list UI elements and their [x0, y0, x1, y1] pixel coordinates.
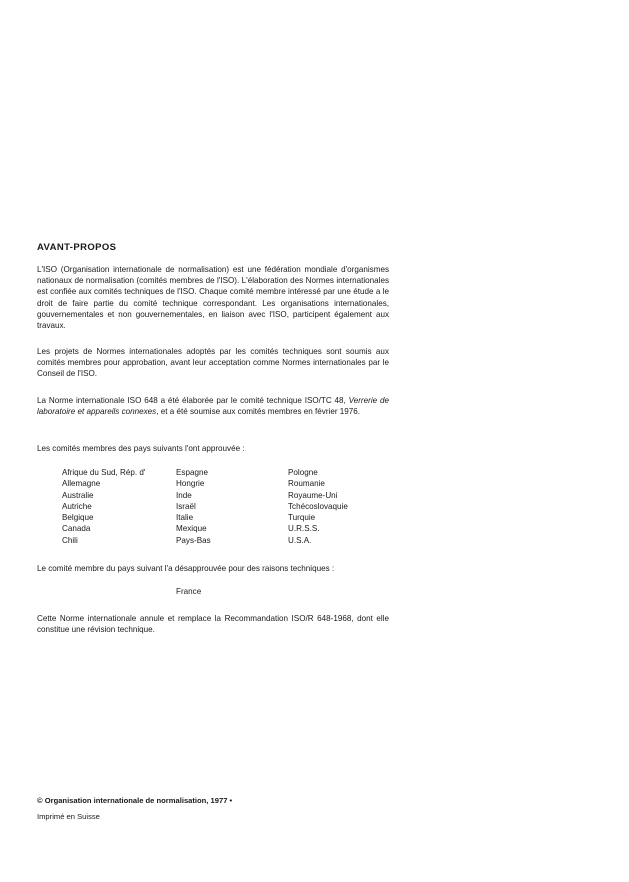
countries-column-2 — [176, 467, 288, 546]
country-name: U.S.A. — [288, 535, 312, 545]
country-name: Espagne — [176, 468, 208, 477]
country-name: Pologne — [288, 468, 318, 477]
country-name: Roumanie — [288, 479, 325, 489]
committee-title: Verrerie de laboratoire et appareils connexes — [37, 396, 389, 417]
country-name: Israël — [176, 501, 196, 511]
country-name: Belgique — [62, 513, 94, 523]
countries-column-3 — [288, 467, 382, 546]
paragraph-text-part: , et a été soumise aux comités membres en février 1976. — [156, 407, 361, 417]
country-name: Autriche — [62, 501, 92, 511]
paragraph-replaces — [37, 613, 389, 635]
section-heading: AVANT-PROPOS — [37, 242, 117, 253]
paragraph-approved-by — [37, 443, 389, 454]
paragraph-text: Cette Norme internationale annule et remplace la Recommandation ISO/R 648-1968, dont elle constitue une révision technique. — [37, 614, 389, 635]
country-name: Mexique — [176, 524, 207, 534]
country-name: Inde — [176, 490, 192, 500]
country-name: Chili — [62, 535, 78, 545]
country-name: Tchécoslovaquie — [288, 501, 348, 511]
printed-in: Imprimé en Suisse — [37, 812, 100, 821]
country-name: Pays-Bas — [176, 535, 211, 545]
country-name: Afrique du Sud, Rép. d' — [62, 468, 146, 477]
country-name: Hongrie — [176, 479, 205, 489]
paragraph-text-part: La Norme internationale ISO 648 a été élaborée par le comité technique ISO/TC 48, — [37, 396, 349, 405]
paragraph-text — [37, 395, 389, 417]
paragraph-text: Le comité membre du pays suivant l'a désapprouvée pour des raisons techniques : — [37, 564, 335, 573]
disapproving-country: France — [176, 587, 202, 596]
country-name: Australie — [62, 490, 94, 500]
paragraph-iso-intro — [37, 264, 389, 331]
country-name: Royaume-Uni — [288, 490, 338, 500]
country-name: U.R.S.S. — [288, 524, 320, 534]
paragraph-iso648 — [37, 395, 389, 417]
paragraph-text: L'ISO (Organisation internationale de normalisation) est une fédération mondiale d'organismes nationaux de normalisation (comités membres de l'ISO). L'élaboration des Normes internationales est confiée aux comités techniques de l'ISO. Chaque comité membre intéressé par une étude a le droit de faire partie du comité technique correspondant. Les organisations internationales, gouvernementales et non gouvernementales, en liaison avec l'ISO, participent également aux travaux. — [37, 265, 389, 331]
country-name: Italie — [176, 513, 194, 523]
paragraph-approval-process — [37, 346, 389, 380]
country-name: Allemagne — [62, 479, 101, 489]
copyright-notice: © Organisation internationale de normalisation, 1977 • — [37, 796, 233, 805]
country-name: Canada — [62, 524, 91, 534]
countries-column-1 — [62, 467, 176, 546]
paragraph-text: Les projets de Normes internationales adoptés par les comités techniques sont soumis aux comités membres pour approbation, avant leur acceptation comme Normes internationales par le Conseil de l'ISO. — [37, 347, 389, 379]
country-name: Turquie — [288, 513, 316, 523]
approving-countries-list — [62, 467, 382, 546]
paragraph-text: Les comités membres des pays suivants l'ont approuvée : — [37, 444, 245, 453]
paragraph-disapproved-by — [37, 563, 389, 574]
